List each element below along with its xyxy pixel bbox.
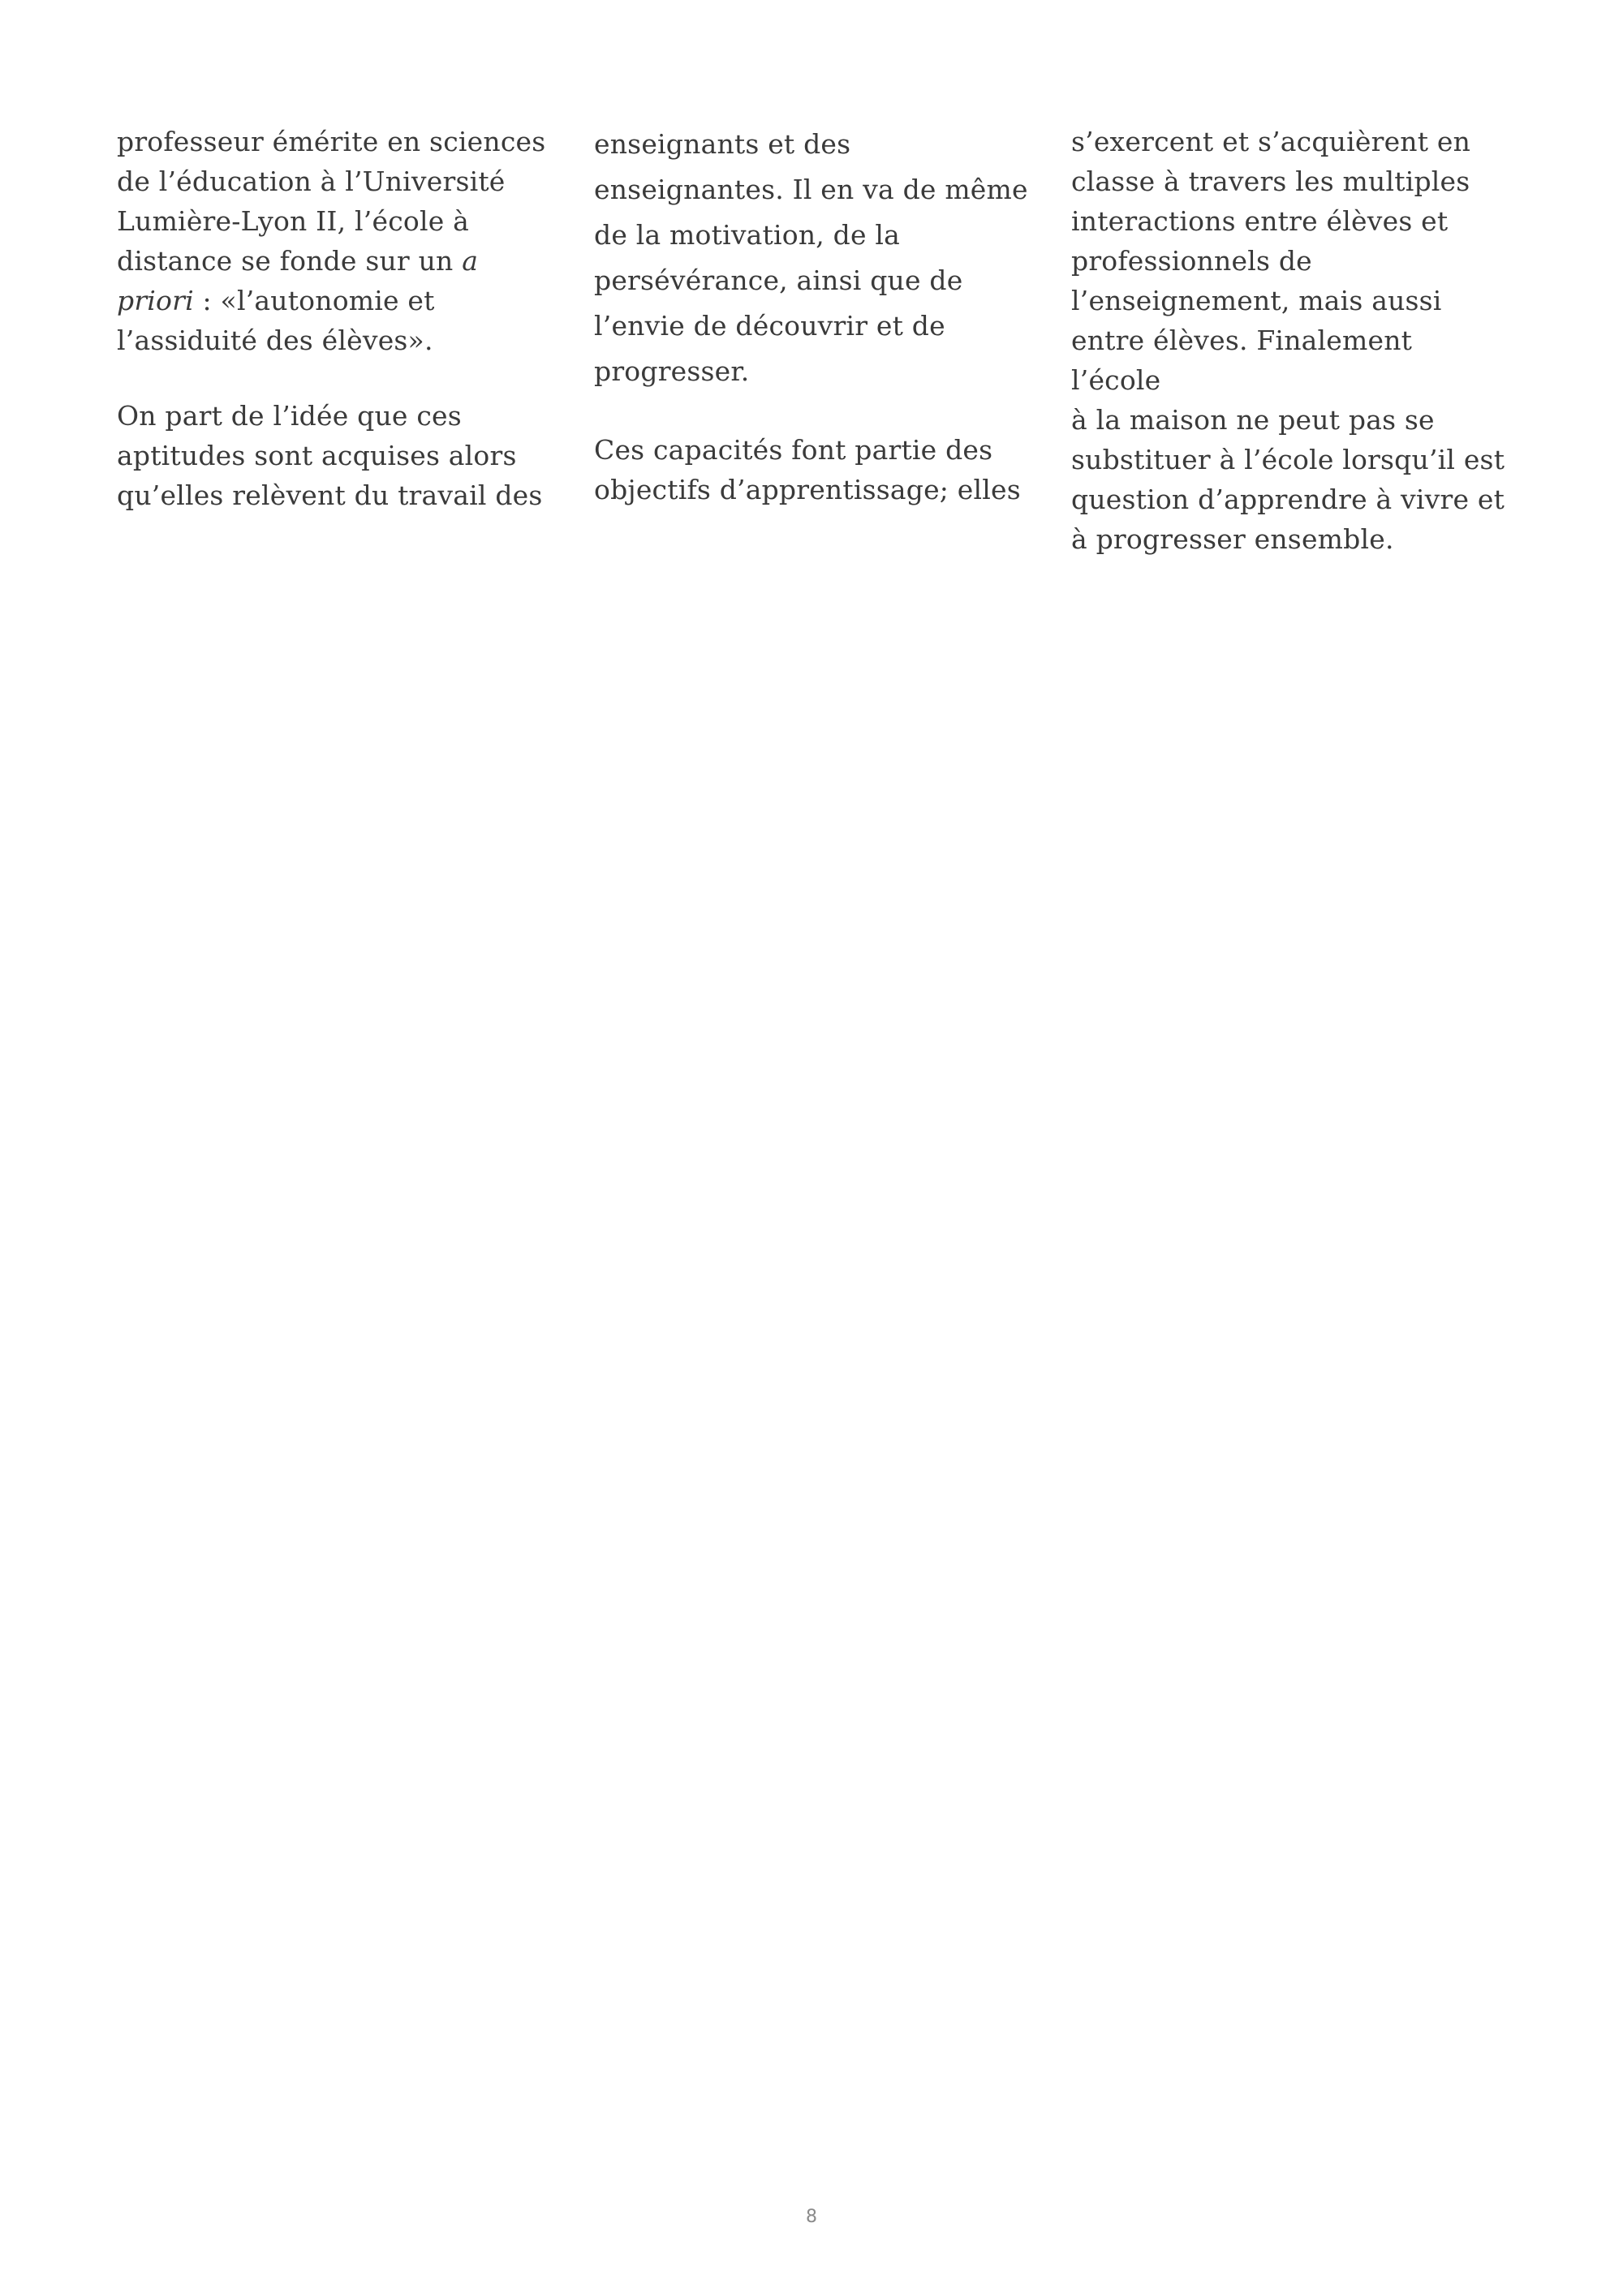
paragraph: enseignants et des enseignantes. Il en va de même de la motivation, de la persévérance, ainsi que de l’envie de découvrir et de progresser. <box>594 128 1028 387</box>
paragraph: s’exercent et s’acquièrent en classe à travers les multiples interactions entre élèves et professionnels de l’enseignement, mais aussi entre élèves. Finalement l’école à la maison ne peut pas se substituer à l’école lorsqu’il est question d’apprendre à vivre et à progresser ensemble. <box>1071 126 1505 555</box>
paragraph-text: : «l’autonomie et l’assiduité des élèves». <box>117 285 435 356</box>
paragraph: On part de l’idée que ces aptitudes sont acquises alors qu’elles relèvent du travail des <box>117 400 543 511</box>
text-column-2 <box>594 122 1032 545</box>
paragraph <box>117 122 555 360</box>
text-column-1 <box>117 122 555 551</box>
page-number: 8 <box>806 2207 817 2227</box>
emphasis-text: a priori <box>117 245 479 316</box>
text-column-3 <box>1071 122 1509 595</box>
paragraph: Ces capacités font partie des objectifs d’apprentissage; elles <box>594 434 1021 505</box>
paragraph-text: professeur émérite en sciences de l’éducation à l’Université Lumière-Lyon II, l’école à distance se fonde sur un <box>117 126 546 277</box>
